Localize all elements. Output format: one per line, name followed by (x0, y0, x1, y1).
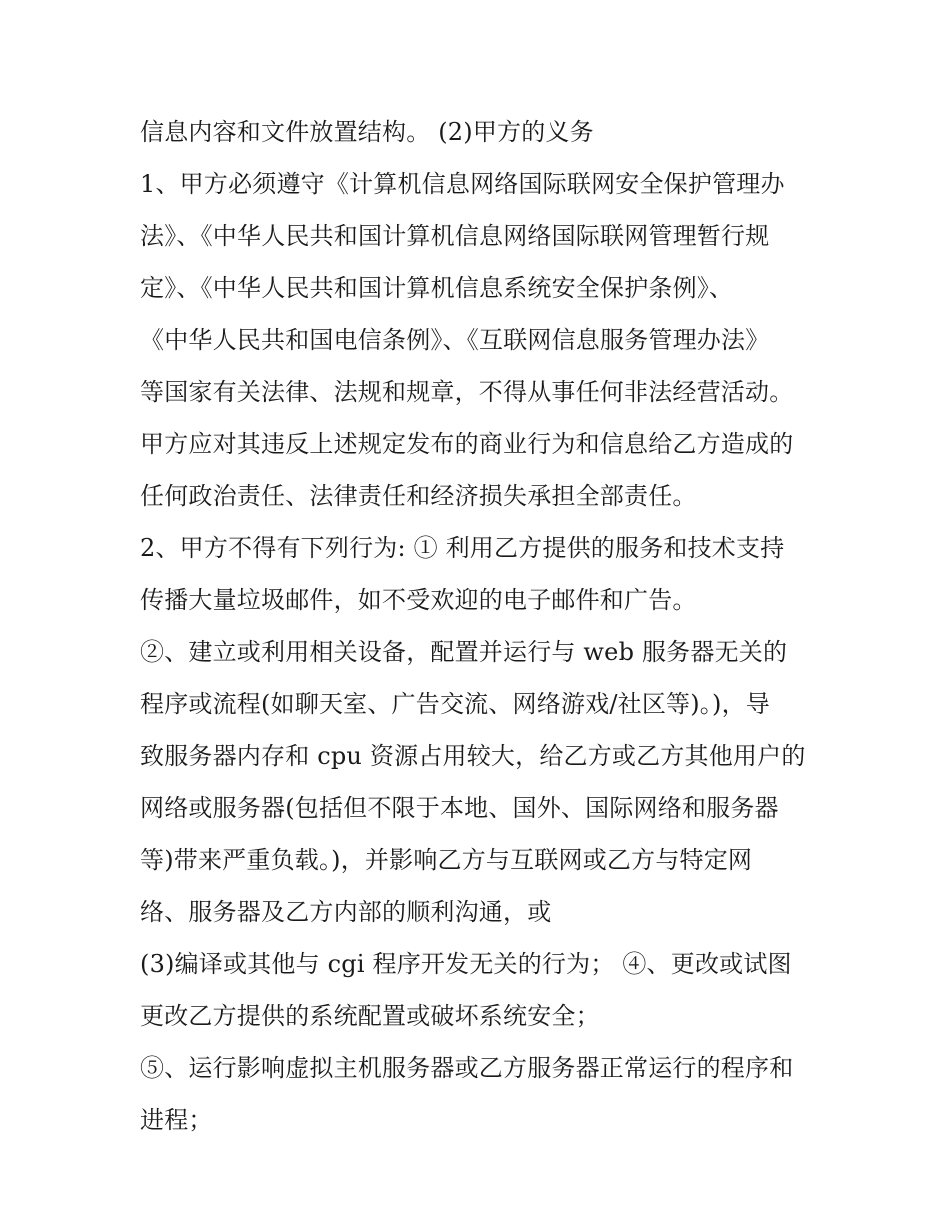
text-line: 等)带来严重负载。)，并影响乙方与互联网或乙方与特定网 (140, 846, 753, 874)
document-body (140, 106, 830, 1146)
text-line: 更改乙方提供的系统配置或破坏系统安全； (140, 1002, 600, 1030)
text-line: 络、服务器及乙方内部的顺利沟通，或 (140, 898, 552, 926)
text-line: 《中华人民共和国电信条例》、《互联网信息服务管理办法》 (140, 326, 770, 354)
text-line: 信息内容和文件放置结构。 (2)甲方的义务 (140, 118, 594, 146)
text-line: 甲方应对其违反上述规定发布的商业行为和信息给乙方造成的 (140, 430, 794, 458)
text-line: 任何政治责任、法律责任和经济损失承担全部责任。 (140, 482, 697, 510)
text-line: 法》、《中华人民共和国计算机信息网络国际联网管理暂行规 (140, 222, 770, 250)
text-line: 2、甲方不得有下列行为: ① 利用乙方提供的服务和技术支持 (140, 534, 785, 562)
text-line: 致服务器内存和 cpu 资源占用较大，给乙方或乙方其他用户的 (140, 742, 806, 770)
text-line: 定》、《中华人民共和国计算机信息系统安全保护条例》、 (140, 274, 734, 302)
text-line: (3)编译或其他与 cgi 程序开发无关的行为； ④、更改或试图 (140, 950, 792, 978)
text-line: 进程； (140, 1106, 213, 1134)
text-line: 程序或流程(如聊天室、广告交流、网络游戏/社区等)。)，导 (140, 690, 770, 718)
text-line: 传播大量垃圾邮件，如不受欢迎的电子邮件和广告。 (140, 586, 697, 614)
text-line: 等国家有关法律、法规和规章，不得从事任何非法经营活动。 (140, 378, 794, 406)
text-line: ②、建立或利用相关设备，配置并运行与 web 服务器无关的 (140, 638, 788, 666)
text-line: 网络或服务器(包括但不限于本地、国外、国际网络和服务器 (140, 794, 779, 822)
text-line: ⑤、运行影响虚拟主机服务器或乙方服务器正常运行的程序和 (140, 1054, 794, 1082)
text-line: 1、甲方必须遵守《计算机信息网络国际联网安全保护管理办 (140, 170, 785, 198)
